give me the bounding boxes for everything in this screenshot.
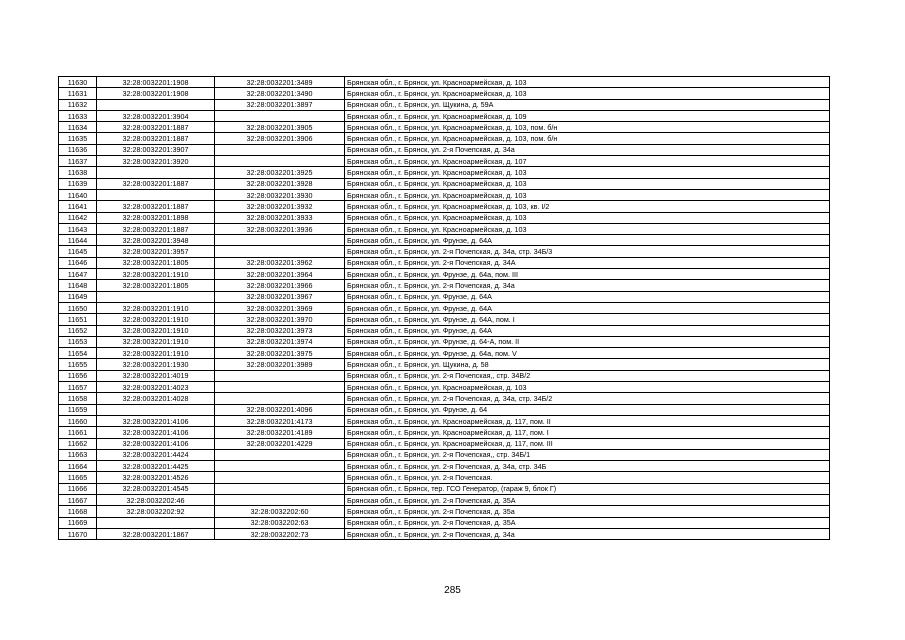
building-cadastral-cell: 32:28:0032201:3930 <box>215 189 345 200</box>
table-row <box>59 167 830 178</box>
table-row <box>59 99 830 110</box>
building-cadastral-cell <box>215 472 345 483</box>
building-cadastral-cell: 32:28:0032201:3905 <box>215 122 345 133</box>
table-row <box>59 302 830 313</box>
row-number-cell: 11656 <box>59 370 97 381</box>
table-row <box>59 393 830 404</box>
address-cell: Брянская обл., г. Брянск, ул. 2-я Почепская,, стр. 34Б/1 <box>345 449 830 460</box>
building-cadastral-cell <box>215 144 345 155</box>
building-cadastral-cell: 32:28:0032201:3925 <box>215 167 345 178</box>
parcel-cadastral-cell: 32:28:0032201:1930 <box>97 359 215 370</box>
table-row <box>59 359 830 370</box>
address-cell: Брянская обл., г. Брянск, ул. 2-я Почепская, д. 34а <box>345 528 830 539</box>
row-number-cell: 11641 <box>59 201 97 212</box>
row-number-cell: 11632 <box>59 99 97 110</box>
table-row <box>59 280 830 291</box>
parcel-cadastral-cell: 32:28:0032201:1908 <box>97 77 215 88</box>
table-row <box>59 212 830 223</box>
parcel-cadastral-cell: 32:28:0032201:1910 <box>97 302 215 313</box>
building-cadastral-cell: 32:28:0032202:60 <box>215 506 345 517</box>
parcel-cadastral-cell <box>97 167 215 178</box>
row-number-cell: 11630 <box>59 77 97 88</box>
building-cadastral-cell: 32:28:0032201:3906 <box>215 133 345 144</box>
table-row <box>59 257 830 268</box>
parcel-cadastral-cell: 32:28:0032201:4019 <box>97 370 215 381</box>
row-number-cell: 11631 <box>59 88 97 99</box>
row-number-cell: 11639 <box>59 178 97 189</box>
building-cadastral-cell <box>215 461 345 472</box>
table-row <box>59 223 830 234</box>
parcel-cadastral-cell: 32:28:0032201:4028 <box>97 393 215 404</box>
row-number-cell: 11666 <box>59 483 97 494</box>
table-row <box>59 404 830 415</box>
parcel-cadastral-cell: 32:28:0032201:1887 <box>97 201 215 212</box>
building-cadastral-cell: 32:28:0032201:3936 <box>215 223 345 234</box>
row-number-cell: 11653 <box>59 336 97 347</box>
parcel-cadastral-cell <box>97 189 215 200</box>
parcel-cadastral-cell: 32:28:0032201:3957 <box>97 246 215 257</box>
row-number-cell: 11664 <box>59 461 97 472</box>
row-number-cell: 11647 <box>59 269 97 280</box>
table-row <box>59 472 830 483</box>
table-row <box>59 449 830 460</box>
table-row <box>59 122 830 133</box>
parcel-cadastral-cell: 32:28:0032201:1805 <box>97 257 215 268</box>
parcel-cadastral-cell: 32:28:0032201:1910 <box>97 348 215 359</box>
address-cell: Брянская обл., г. Брянск, ул. Фрунзе, д. 64А, пом. I <box>345 314 830 325</box>
parcel-cadastral-cell: 32:28:0032201:4425 <box>97 461 215 472</box>
address-cell: Брянская обл., г. Брянск, ул. Красноармейская, д. 103 <box>345 178 830 189</box>
row-number-cell: 11652 <box>59 325 97 336</box>
parcel-cadastral-cell: 32:28:0032201:4424 <box>97 449 215 460</box>
building-cadastral-cell: 32:28:0032201:3966 <box>215 280 345 291</box>
row-number-cell: 11633 <box>59 110 97 121</box>
row-number-cell: 11651 <box>59 314 97 325</box>
building-cadastral-cell: 32:28:0032201:3974 <box>215 336 345 347</box>
table-row <box>59 494 830 505</box>
parcel-cadastral-cell <box>97 291 215 302</box>
address-cell: Брянская обл., г. Брянск, ул. Щукина, д. 59А <box>345 99 830 110</box>
parcel-cadastral-cell: 32:28:0032201:3948 <box>97 235 215 246</box>
table-row <box>59 506 830 517</box>
row-number-cell: 11657 <box>59 382 97 393</box>
row-number-cell: 11634 <box>59 122 97 133</box>
parcel-cadastral-cell: 32:28:0032201:4106 <box>97 438 215 449</box>
row-number-cell: 11659 <box>59 404 97 415</box>
address-cell: Брянская обл., г. Брянск, ул. Фрунзе, д. 64а, пом. V <box>345 348 830 359</box>
parcel-cadastral-cell: 32:28:0032201:4106 <box>97 415 215 426</box>
building-cadastral-cell: 32:28:0032201:4189 <box>215 427 345 438</box>
table-row <box>59 336 830 347</box>
address-cell: Брянская обл., г. Брянск, ул. Фрунзе, д. 64а, пом. III <box>345 269 830 280</box>
parcel-cadastral-cell: 32:28:0032201:1887 <box>97 122 215 133</box>
row-number-cell: 11655 <box>59 359 97 370</box>
address-cell: Брянская обл., г. Брянск, тер. ГСО Генератор, (гараж 9, блок Г) <box>345 483 830 494</box>
parcel-cadastral-cell: 32:28:0032201:1887 <box>97 178 215 189</box>
row-number-cell: 11662 <box>59 438 97 449</box>
address-cell: Брянская обл., г. Брянск, ул. 2-я Почепская, д. 34а, стр. 34Б <box>345 461 830 472</box>
row-number-cell: 11661 <box>59 427 97 438</box>
address-cell: Брянская обл., г. Брянск, ул. Красноармейская, д. 103 <box>345 223 830 234</box>
building-cadastral-cell <box>215 246 345 257</box>
parcel-cadastral-cell <box>97 99 215 110</box>
building-cadastral-cell: 32:28:0032201:4173 <box>215 415 345 426</box>
row-number-cell: 11643 <box>59 223 97 234</box>
table-row <box>59 382 830 393</box>
parcel-cadastral-cell: 32:28:0032201:4023 <box>97 382 215 393</box>
building-cadastral-cell: 32:28:0032201:4096 <box>215 404 345 415</box>
building-cadastral-cell <box>215 235 345 246</box>
parcel-cadastral-cell: 32:28:0032201:4545 <box>97 483 215 494</box>
building-cadastral-cell <box>215 483 345 494</box>
table-row <box>59 415 830 426</box>
row-number-cell: 11654 <box>59 348 97 359</box>
row-number-cell: 11649 <box>59 291 97 302</box>
address-cell: Брянская обл., г. Брянск, ул. 2-я Почепская, д. 34а <box>345 144 830 155</box>
row-number-cell: 11648 <box>59 280 97 291</box>
address-cell: Брянская обл., г. Брянск, ул. Красноармейская, д. 103, пом. б/н <box>345 133 830 144</box>
parcel-cadastral-cell: 32:28:0032201:1867 <box>97 528 215 539</box>
address-cell: Брянская обл., г. Брянск, ул. Красноармейская, д. 103 <box>345 382 830 393</box>
address-cell: Брянская обл., г. Брянск, ул. Фрунзе, д. 64 <box>345 404 830 415</box>
row-number-cell: 11642 <box>59 212 97 223</box>
row-number-cell: 11646 <box>59 257 97 268</box>
table-row <box>59 110 830 121</box>
building-cadastral-cell <box>215 156 345 167</box>
building-cadastral-cell: 32:28:0032201:3490 <box>215 88 345 99</box>
building-cadastral-cell: 32:28:0032201:3970 <box>215 314 345 325</box>
table-row <box>59 178 830 189</box>
address-cell: Брянская обл., г. Брянск, ул. Красноармейская, д. 103 <box>345 189 830 200</box>
row-number-cell: 11640 <box>59 189 97 200</box>
table-row <box>59 156 830 167</box>
parcel-cadastral-cell <box>97 517 215 528</box>
parcel-cadastral-cell: 32:28:0032201:4526 <box>97 472 215 483</box>
building-cadastral-cell: 32:28:0032202:73 <box>215 528 345 539</box>
building-cadastral-cell: 32:28:0032201:3489 <box>215 77 345 88</box>
address-cell: Брянская обл., г. Брянск, ул. Красноармейская, д. 117, пом. III <box>345 438 830 449</box>
address-cell: Брянская обл., г. Брянск, ул. Фрунзе, д. 64А <box>345 325 830 336</box>
row-number-cell: 11660 <box>59 415 97 426</box>
building-cadastral-cell: 32:28:0032201:3933 <box>215 212 345 223</box>
row-number-cell: 11665 <box>59 472 97 483</box>
address-cell: Брянская обл., г. Брянск, ул. Фрунзе, д. 64-А, пом. II <box>345 336 830 347</box>
building-cadastral-cell <box>215 370 345 381</box>
table-row <box>59 235 830 246</box>
row-number-cell: 11663 <box>59 449 97 460</box>
building-cadastral-cell: 32:28:0032201:3962 <box>215 257 345 268</box>
table-row <box>59 438 830 449</box>
table-row <box>59 133 830 144</box>
address-cell: Брянская обл., г. Брянск, ул. Щукина, д. 58 <box>345 359 830 370</box>
address-cell: Брянская обл., г. Брянск, ул. Красноармейская, д. 103, кв. I/2 <box>345 201 830 212</box>
row-number-cell: 11658 <box>59 393 97 404</box>
register-table <box>58 76 830 540</box>
table-row <box>59 269 830 280</box>
address-cell: Брянская обл., г. Брянск, ул. Фрунзе, д. 64А <box>345 291 830 302</box>
page-number: 285 <box>444 585 461 596</box>
address-cell: Брянская обл., г. Брянск, ул. 2-я Почепская. <box>345 472 830 483</box>
building-cadastral-cell: 32:28:0032201:3928 <box>215 178 345 189</box>
building-cadastral-cell: 32:28:0032201:3964 <box>215 269 345 280</box>
building-cadastral-cell <box>215 494 345 505</box>
table-row <box>59 88 830 99</box>
row-number-cell: 11668 <box>59 506 97 517</box>
building-cadastral-cell: 32:28:0032201:4229 <box>215 438 345 449</box>
table-row <box>59 325 830 336</box>
table-row <box>59 517 830 528</box>
building-cadastral-cell <box>215 110 345 121</box>
address-cell: Брянская обл., г. Брянск, ул. 2-я Почепская, д. 35А <box>345 517 830 528</box>
parcel-cadastral-cell: 32:28:0032201:1908 <box>97 88 215 99</box>
table-row <box>59 246 830 257</box>
table-row <box>59 291 830 302</box>
table-row <box>59 189 830 200</box>
address-cell: Брянская обл., г. Брянск, ул. Фрунзе, д. 64А <box>345 302 830 313</box>
table-row <box>59 314 830 325</box>
row-number-cell: 11650 <box>59 302 97 313</box>
address-cell: Брянская обл., г. Брянск, ул. Красноармейская, д. 117, пом. I <box>345 427 830 438</box>
building-cadastral-cell: 32:28:0032202:63 <box>215 517 345 528</box>
parcel-cadastral-cell: 32:28:0032202:92 <box>97 506 215 517</box>
building-cadastral-cell: 32:28:0032201:3932 <box>215 201 345 212</box>
address-cell: Брянская обл., г. Брянск, ул. Красноармейская, д. 103 <box>345 88 830 99</box>
building-cadastral-cell <box>215 393 345 404</box>
address-cell: Брянская обл., г. Брянск, ул. 2-я Почепская, д. 34А <box>345 257 830 268</box>
parcel-cadastral-cell <box>97 404 215 415</box>
address-cell: Брянская обл., г. Брянск, ул. 2-я Почепская, д. 34а, стр. 34Б/3 <box>345 246 830 257</box>
address-cell: Брянская обл., г. Брянск, ул. Красноармейская, д. 103 <box>345 167 830 178</box>
address-cell: Брянская обл., г. Брянск, ул. Красноармейская, д. 103 <box>345 212 830 223</box>
parcel-cadastral-cell: 32:28:0032201:1887 <box>97 223 215 234</box>
building-cadastral-cell: 32:28:0032201:3975 <box>215 348 345 359</box>
row-number-cell: 11645 <box>59 246 97 257</box>
row-number-cell: 11635 <box>59 133 97 144</box>
table-row <box>59 461 830 472</box>
table-row <box>59 483 830 494</box>
table-row <box>59 144 830 155</box>
row-number-cell: 11667 <box>59 494 97 505</box>
register-table-body <box>59 77 830 540</box>
table-row <box>59 201 830 212</box>
row-number-cell: 11669 <box>59 517 97 528</box>
row-number-cell: 11670 <box>59 528 97 539</box>
building-cadastral-cell: 32:28:0032201:3989 <box>215 359 345 370</box>
parcel-cadastral-cell: 32:28:0032202:46 <box>97 494 215 505</box>
row-number-cell: 11644 <box>59 235 97 246</box>
parcel-cadastral-cell: 32:28:0032201:3907 <box>97 144 215 155</box>
row-number-cell: 11637 <box>59 156 97 167</box>
parcel-cadastral-cell: 32:28:0032201:1910 <box>97 325 215 336</box>
building-cadastral-cell: 32:28:0032201:3973 <box>215 325 345 336</box>
address-cell: Брянская обл., г. Брянск, ул. Красноармейская, д. 103 <box>345 77 830 88</box>
parcel-cadastral-cell: 32:28:0032201:1887 <box>97 133 215 144</box>
table-row <box>59 427 830 438</box>
parcel-cadastral-cell: 32:28:0032201:3904 <box>97 110 215 121</box>
address-cell: Брянская обл., г. Брянск, ул. Красноармейская, д. 103, пом. б/н <box>345 122 830 133</box>
row-number-cell: 11636 <box>59 144 97 155</box>
building-cadastral-cell: 32:28:0032201:3967 <box>215 291 345 302</box>
parcel-cadastral-cell: 32:28:0032201:3920 <box>97 156 215 167</box>
address-cell: Брянская обл., г. Брянск, ул. Красноармейская, д. 107 <box>345 156 830 167</box>
parcel-cadastral-cell: 32:28:0032201:1898 <box>97 212 215 223</box>
address-cell: Брянская обл., г. Брянск, ул. Красноармейская, д. 117, пом. II <box>345 415 830 426</box>
address-cell: Брянская обл., г. Брянск, ул. 2-я Почепская,, стр. 34В/2 <box>345 370 830 381</box>
building-cadastral-cell <box>215 449 345 460</box>
table-row <box>59 370 830 381</box>
row-number-cell: 11638 <box>59 167 97 178</box>
table-row <box>59 528 830 539</box>
table-row <box>59 77 830 88</box>
address-cell: Брянская обл., г. Брянск, ул. Красноармейская, д. 109 <box>345 110 830 121</box>
address-cell: Брянская обл., г. Брянск, ул. 2-я Почепская, д. 34а <box>345 280 830 291</box>
address-cell: Брянская обл., г. Брянск, ул. 2-я Почепская, д. 34а, стр. 34Б/2 <box>345 393 830 404</box>
parcel-cadastral-cell: 32:28:0032201:1805 <box>97 280 215 291</box>
address-cell: Брянская обл., г. Брянск, ул. 2-я Почепская, д. 35а <box>345 506 830 517</box>
table-row <box>59 348 830 359</box>
parcel-cadastral-cell: 32:28:0032201:1910 <box>97 314 215 325</box>
building-cadastral-cell: 32:28:0032201:3969 <box>215 302 345 313</box>
building-cadastral-cell <box>215 382 345 393</box>
parcel-cadastral-cell: 32:28:0032201:1910 <box>97 269 215 280</box>
address-cell: Брянская обл., г. Брянск, ул. Фрунзе, д. 64А <box>345 235 830 246</box>
building-cadastral-cell: 32:28:0032201:3897 <box>215 99 345 110</box>
parcel-cadastral-cell: 32:28:0032201:4106 <box>97 427 215 438</box>
parcel-cadastral-cell: 32:28:0032201:1910 <box>97 336 215 347</box>
address-cell: Брянская обл., г. Брянск, ул. 2-я Почепская, д. 35А <box>345 494 830 505</box>
